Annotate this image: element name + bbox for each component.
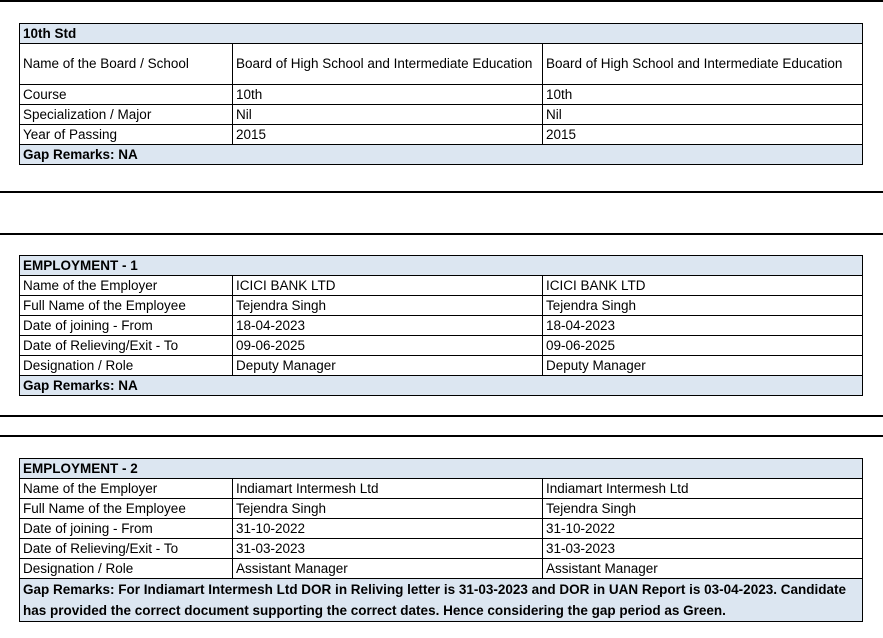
divider-line <box>0 191 883 193</box>
gap-remarks: Gap Remarks: NA <box>20 376 863 396</box>
gap-remarks-row <box>20 579 863 622</box>
row-label: Specialization / Major <box>20 105 233 125</box>
table-row <box>20 125 863 145</box>
row-label: Name of the Employer <box>20 479 233 499</box>
row-value-2: Tejendra Singh <box>543 499 863 519</box>
row-value-2: ICICI BANK LTD <box>543 276 863 296</box>
table-row <box>20 479 863 499</box>
row-value-1: Tejendra Singh <box>233 296 543 316</box>
row-value-2: 31-10-2022 <box>543 519 863 539</box>
section-title: 10th Std <box>20 24 863 44</box>
row-label: Date of Relieving/Exit - To <box>20 336 233 356</box>
row-value-1: Nil <box>233 105 543 125</box>
table-row <box>20 296 863 316</box>
row-value-1: Board of High School and Intermediate Education <box>233 44 543 85</box>
table-row <box>20 519 863 539</box>
table-row <box>20 105 863 125</box>
section-title: EMPLOYMENT - 2 <box>20 459 863 479</box>
section-header-row <box>20 24 863 44</box>
divider-line <box>0 233 883 235</box>
row-value-1: 31-10-2022 <box>233 519 543 539</box>
row-value-2: Tejendra Singh <box>543 296 863 316</box>
employment-2-table <box>19 458 863 622</box>
row-label: Name of the Board / School <box>20 44 233 85</box>
row-value-1: Indiamart Intermesh Ltd <box>233 479 543 499</box>
table-row <box>20 85 863 105</box>
row-value-2: 2015 <box>543 125 863 145</box>
gap-remarks: Gap Remarks: NA <box>20 145 863 165</box>
section-header-row <box>20 459 863 479</box>
row-value-2: 18-04-2023 <box>543 316 863 336</box>
table-row <box>20 539 863 559</box>
table-row <box>20 44 863 85</box>
employment-1-table <box>19 255 863 396</box>
row-value-2: Board of High School and Intermediate Education <box>543 44 863 85</box>
row-value-2: 09-06-2025 <box>543 336 863 356</box>
divider-line <box>0 435 883 437</box>
section-title: EMPLOYMENT - 1 <box>20 256 863 276</box>
row-label: Full Name of the Employee <box>20 499 233 519</box>
gap-remarks-row <box>20 145 863 165</box>
row-label: Date of joining - From <box>20 519 233 539</box>
table-row <box>20 559 863 579</box>
row-value-1: Deputy Manager <box>233 356 543 376</box>
row-value-2: Nil <box>543 105 863 125</box>
table-row <box>20 336 863 356</box>
row-label: Full Name of the Employee <box>20 296 233 316</box>
row-value-1: Tejendra Singh <box>233 499 543 519</box>
table-row <box>20 316 863 336</box>
row-label: Designation / Role <box>20 559 233 579</box>
education-table <box>19 23 863 165</box>
row-label: Name of the Employer <box>20 276 233 296</box>
divider-line <box>0 415 883 417</box>
row-value-1: ICICI BANK LTD <box>233 276 543 296</box>
row-value-1: 10th <box>233 85 543 105</box>
row-value-2: 31-03-2023 <box>543 539 863 559</box>
table-row <box>20 499 863 519</box>
row-value-1: 18-04-2023 <box>233 316 543 336</box>
row-value-2: 10th <box>543 85 863 105</box>
gap-remarks-row <box>20 376 863 396</box>
row-value-2: Deputy Manager <box>543 356 863 376</box>
table-row <box>20 356 863 376</box>
section-header-row <box>20 256 863 276</box>
row-value-1: 31-03-2023 <box>233 539 543 559</box>
row-label: Year of Passing <box>20 125 233 145</box>
row-value-1: 2015 <box>233 125 543 145</box>
row-value-2: Assistant Manager <box>543 559 863 579</box>
row-value-1: 09-06-2025 <box>233 336 543 356</box>
row-value-1: Assistant Manager <box>233 559 543 579</box>
row-label: Date of Relieving/Exit - To <box>20 539 233 559</box>
row-label: Course <box>20 85 233 105</box>
divider-line <box>0 0 883 2</box>
gap-remarks: Gap Remarks: For Indiamart Intermesh Ltd DOR in Reliving letter is 31-03-2023 and DOR in UAN Report is 03-04-2023. Candidate has provided the correct document supporting the correct dates. Hence considering the gap period as Green. <box>20 579 863 622</box>
row-label: Date of joining - From <box>20 316 233 336</box>
table-row <box>20 276 863 296</box>
row-label: Designation / Role <box>20 356 233 376</box>
row-value-2: Indiamart Intermesh Ltd <box>543 479 863 499</box>
